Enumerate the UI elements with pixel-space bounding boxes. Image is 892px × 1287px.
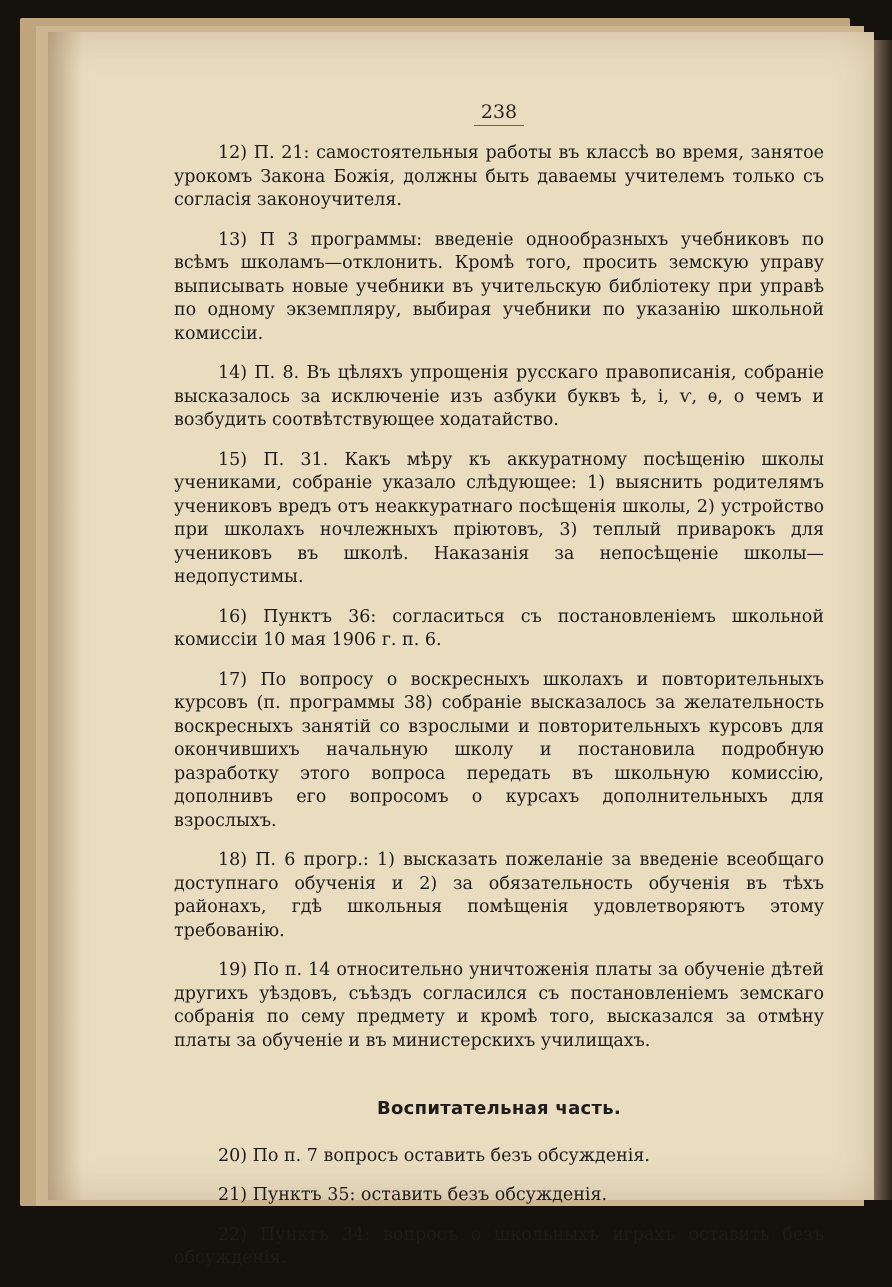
paragraph-18: 18) П. 6 прогр.: 1) высказать пожеланіе за введеніе всеобщаго доступнаго обученія и 2) за обязательность обученія въ тѣхъ районахъ, гдѣ школьныя помѣщенія удовлетворяютъ этому требованію.	[174, 850, 824, 941]
page-number: 238	[474, 101, 524, 126]
paragraph-21: 21) Пунктъ 35: оставить безъ обсужденія.	[218, 1185, 608, 1205]
paragraph-17: 17) По вопросу о воскресныхъ школахъ и повторительныхъ курсовъ (п. программы 38) собраніе высказалось за желательность воскресныхъ занятій со взрослыми и повторительныхъ курсовъ для окончившихъ начальную школу и постановила подробную разработку этого вопроса передать въ школьную комиссію, дополнивъ его вопросомъ о курсахъ дополнительныхъ для взрослыхъ.	[174, 669, 824, 831]
page-body	[174, 142, 824, 1287]
paragraph-16: 16) Пунктъ 36: согласиться съ постановленіемъ школьной комиссіи 10 мая 1906 г. п. 6.	[174, 606, 824, 650]
paragraph-19: 19) По п. 14 относительно уничтоженія платы за обученіе дѣтей другихъ уѣздовъ, съѣздъ согласился съ постановленіемъ земскаго собранія по сему предмету и кромѣ того, высказался за отмѣну платы за обученіе и въ министерскихъ училищахъ.	[174, 960, 824, 1051]
binding-gutter-shadow	[48, 32, 82, 1200]
paragraph-22: 22) Пунктъ 34: вопросъ о школьныхъ играхъ оставить безъ обсужденія.	[174, 1224, 824, 1268]
paragraph-15: 15) П. 31. Какъ мѣру къ аккуратному посѣщенію школы учениками, собраніе указало слѣдующее: 1) выяснить родителямъ учениковъ вредъ отъ неаккуратнаго посѣщенія школы, 2) устройство при школахъ ночлежныхъ пріютовъ, 3) теплый приварокъ для учениковъ въ школѣ. Наказанія за непосѣщеніе школы—недопустимы.	[174, 449, 824, 587]
section-heading: Воспитательная часть.	[376, 1098, 622, 1119]
page-right-edge	[874, 40, 892, 1200]
paragraph-20: 20) По п. 7 вопросъ оставить безъ обсужденія.	[218, 1145, 650, 1166]
paragraph-12: 12) П. 21: самостоятельныя работы въ классѣ во время, занятое урокомъ Закона Божія, должны быть даваемы учителемъ только съ согласія законоучителя.	[174, 143, 824, 210]
paragraph-13: 13) П 3 программы: введеніе однообразныхъ учебниковъ по всѣмъ школамъ—отклонить. Кромѣ того, просить земскую управу выписывать новые учебники въ учительскую библіотеку при управѣ по одному экземпляру, выбирая учебники по указанію школьной комиссіи.	[174, 229, 824, 344]
paragraph-14: 14) П. 8. Въ цѣляхъ упрощенія русскаго правописанія, собраніе высказалось за исключеніе изъ азбуки буквъ ѣ, і, ѵ, ѳ, о чемъ и возбудить соотвѣтствующее ходатайство.	[174, 363, 824, 430]
